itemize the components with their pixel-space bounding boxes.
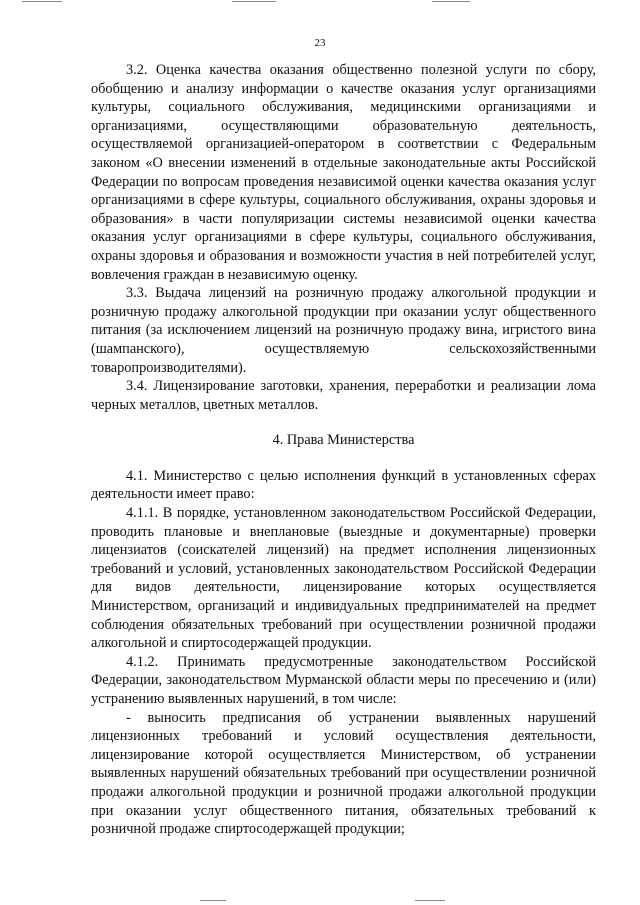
scan-mark-bottom-right xyxy=(415,900,445,901)
section-heading: 4. Права Министерства xyxy=(272,432,415,449)
page-number: 23 xyxy=(314,37,326,49)
paragraph-3-3: 3.3. Выдача лицензий на розничную продажу алкогольной продукции и розничную продажу алкогольной продукции при оказании услуг общественного питания (за исключением лицензий на розничную продажу вина, игристого вина (шампанского), осуществляемую сельскохозяйственными товаропроизводителями). xyxy=(91,285,596,376)
paragraph-4-1-2-bullet: - выносить предписания об устранении выявленных нарушений лицензионных требований и условий осуществления деятельности, лицензирование которой осуществляется Министерством, об устранении выявленных нарушений обязательных требований при осуществлении розничной продажи алкогольной продукции и розничной продажи алкогольной продукции при оказании услуг общественного питания, обязательных требований к розничной продаже спиртосодержащей продукции; xyxy=(91,709,596,838)
paragraph-3-4: 3.4. Лицензирование заготовки, хранения, переработки и реализации лома черных металлов, цветных металлов. xyxy=(91,378,596,413)
paragraph-4-1-2: 4.1.2. Принимать предусмотренные законодательством Российской Федерации, законодательством Мурманской области меры по пресечению и (или) устранению выявленных нарушений, в том числе: xyxy=(91,653,596,707)
scan-mark-top-left xyxy=(22,1,62,2)
paragraph-4-1: 4.1. Министерство с целью исполнения функций в установленных сферах деятельности имеет право: xyxy=(91,467,596,503)
scan-mark-top-center xyxy=(232,1,276,2)
document-body xyxy=(91,61,596,839)
scan-mark-top-right xyxy=(432,1,470,2)
scan-mark-bottom-left xyxy=(200,900,226,901)
paragraph-3-2: 3.2. Оценка качества оказания общественно полезной услуги по сбору, обобщению и анализу информации о качестве оказания услуг организациями культуры, социального обслуживания, медицинскими организациями и организациями, осуществляющими образовательную деятельность, осуществляемой организацией-оператором в соответствии с Федеральным законом «О внесении изменений в отдельные законодательные акты Российской Федерации по вопросам проведения независимой оценки качества оказания услуг организациями в сфере культуры, социального обслуживания, охраны здоровья и образования» в части популяризации системы независимой оценки качества оказания услуг организациями в сфере культуры, социального обслуживания, охраны здоровья и образования и возможности участия в ней потребителей услуг, вовлечения граждан в независимую оценку. xyxy=(91,62,596,283)
paragraph-4-1-1: 4.1.1. В порядке, установленном законодательством Российской Федерации, проводить плановые и внеплановые (выездные и документарные) проверки лицензиатов (соискателей лицензий) на предмет исполнения лицензионных требований и условий, установленных законодательством Российской Федерации для видов деятельности, лицензирование которых осуществляется Министерством, организаций и индивидуальных предпринимателей на предмет соблюдения обязательных требований при осуществлении розничной продажи алкогольной и спиртосодержащей продукции. xyxy=(91,505,596,652)
